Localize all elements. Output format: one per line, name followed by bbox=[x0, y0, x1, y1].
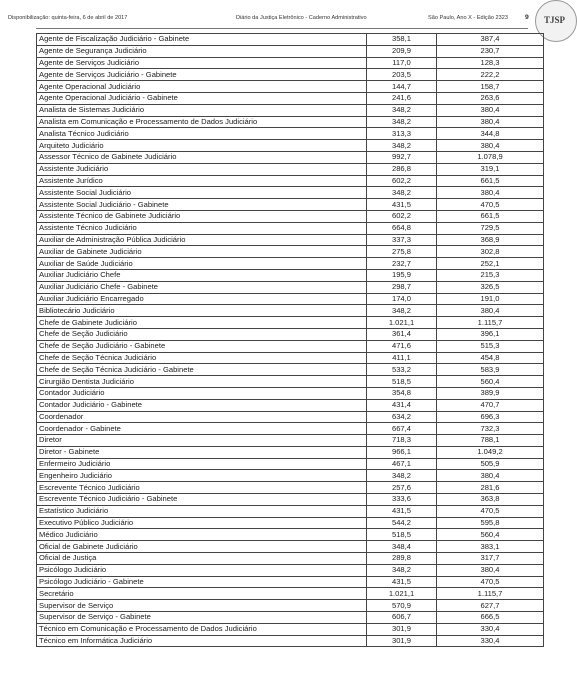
adjusted-value-cell: 1.049,2 bbox=[437, 446, 544, 458]
table-row bbox=[37, 116, 544, 128]
adjusted-value-cell: 470,7 bbox=[437, 399, 544, 411]
value-cell: 664,8 bbox=[367, 222, 437, 234]
value-cell: 275,8 bbox=[367, 246, 437, 258]
value-cell: 602,2 bbox=[367, 210, 437, 222]
table-row bbox=[37, 234, 544, 246]
position-title-cell: Coordenador bbox=[37, 411, 367, 423]
adjusted-value-cell: 560,4 bbox=[437, 376, 544, 388]
value-cell: 606,7 bbox=[367, 612, 437, 624]
table-row bbox=[37, 494, 544, 506]
position-title-cell: Secretário bbox=[37, 588, 367, 600]
value-cell: 1.021,1 bbox=[367, 317, 437, 329]
value-cell: 195,9 bbox=[367, 269, 437, 281]
value-cell: 117,0 bbox=[367, 57, 437, 69]
seal-text: TJSP bbox=[544, 15, 566, 25]
value-cell: 533,2 bbox=[367, 364, 437, 376]
adjusted-value-cell: 505,9 bbox=[437, 458, 544, 470]
table-row bbox=[37, 269, 544, 281]
table-row bbox=[37, 45, 544, 57]
position-title-cell: Auxiliar Judiciário Chefe bbox=[37, 269, 367, 281]
adjusted-value-cell: 560,4 bbox=[437, 529, 544, 541]
position-title-cell: Auxiliar Judiciário Encarregado bbox=[37, 293, 367, 305]
table-row bbox=[37, 411, 544, 423]
value-cell: 411,1 bbox=[367, 352, 437, 364]
position-title-cell: Chefe de Seção Técnica Judiciário bbox=[37, 352, 367, 364]
value-cell: 174,0 bbox=[367, 293, 437, 305]
adjusted-value-cell: 380,4 bbox=[437, 564, 544, 576]
table-row bbox=[37, 635, 544, 647]
table-row bbox=[37, 175, 544, 187]
value-cell: 337,3 bbox=[367, 234, 437, 246]
position-title-cell: Técnico em Comunicação e Processamento de Dados Judiciário bbox=[37, 623, 367, 635]
adjusted-value-cell: 302,8 bbox=[437, 246, 544, 258]
position-title-cell: Cirurgião Dentista Judiciário bbox=[37, 376, 367, 388]
position-title-cell: Engenheiro Judiciário bbox=[37, 470, 367, 482]
position-title-cell: Psicólogo Judiciário - Gabinete bbox=[37, 576, 367, 588]
adjusted-value-cell: 263,6 bbox=[437, 92, 544, 104]
adjusted-value-cell: 330,4 bbox=[437, 623, 544, 635]
position-title-cell: Agente de Serviços Judiciário - Gabinete bbox=[37, 69, 367, 81]
position-title-cell: Chefe de Seção Judiciário - Gabinete bbox=[37, 340, 367, 352]
value-cell: 144,7 bbox=[367, 81, 437, 93]
table-row bbox=[37, 163, 544, 175]
position-title-cell: Agente de Serviços Judiciário bbox=[37, 57, 367, 69]
adjusted-value-cell: 470,5 bbox=[437, 505, 544, 517]
position-title-cell: Coordenador - Gabinete bbox=[37, 423, 367, 435]
position-title-cell: Arquiteto Judiciário bbox=[37, 140, 367, 152]
value-cell: 361,4 bbox=[367, 328, 437, 340]
table-row bbox=[37, 470, 544, 482]
table-row bbox=[37, 69, 544, 81]
value-cell: 570,9 bbox=[367, 600, 437, 612]
adjusted-value-cell: 396,1 bbox=[437, 328, 544, 340]
publication-date: Disponibilização: quinta-feira, 6 de abril de 2017 bbox=[8, 15, 128, 21]
value-cell: 667,4 bbox=[367, 423, 437, 435]
table-row bbox=[37, 210, 544, 222]
table-row bbox=[37, 564, 544, 576]
adjusted-value-cell: 252,1 bbox=[437, 258, 544, 270]
table-row bbox=[37, 222, 544, 234]
table-body bbox=[37, 34, 544, 647]
table-row bbox=[37, 623, 544, 635]
position-title-cell: Auxiliar de Saúde Judiciário bbox=[37, 258, 367, 270]
table-row bbox=[37, 151, 544, 163]
table-row bbox=[37, 34, 544, 46]
table-row bbox=[37, 187, 544, 199]
header-divider bbox=[36, 28, 528, 29]
value-cell: 602,2 bbox=[367, 175, 437, 187]
position-title-cell: Assessor Técnico de Gabinete Judiciário bbox=[37, 151, 367, 163]
table-row bbox=[37, 128, 544, 140]
value-cell: 966,1 bbox=[367, 446, 437, 458]
table-row bbox=[37, 328, 544, 340]
position-title-cell: Auxiliar de Gabinete Judiciário bbox=[37, 246, 367, 258]
position-title-cell: Chefe de Gabinete Judiciário bbox=[37, 317, 367, 329]
table-row bbox=[37, 600, 544, 612]
position-title-cell: Assistente Social Judiciário - Gabinete bbox=[37, 199, 367, 211]
table-row bbox=[37, 553, 544, 565]
value-cell: 992,7 bbox=[367, 151, 437, 163]
adjusted-value-cell: 317,7 bbox=[437, 553, 544, 565]
table-row bbox=[37, 92, 544, 104]
position-title-cell: Escrevente Técnico Judiciário bbox=[37, 482, 367, 494]
value-cell: 354,8 bbox=[367, 387, 437, 399]
value-cell: 431,5 bbox=[367, 199, 437, 211]
value-cell: 518,5 bbox=[367, 376, 437, 388]
value-cell: 471,6 bbox=[367, 340, 437, 352]
value-cell: 348,2 bbox=[367, 564, 437, 576]
table-row bbox=[37, 104, 544, 116]
table-row bbox=[37, 140, 544, 152]
value-cell: 348,2 bbox=[367, 187, 437, 199]
table-row bbox=[37, 612, 544, 624]
position-title-cell: Auxiliar de Administração Pública Judiciário bbox=[37, 234, 367, 246]
adjusted-value-cell: 732,3 bbox=[437, 423, 544, 435]
adjusted-value-cell: 661,5 bbox=[437, 175, 544, 187]
adjusted-value-cell: 128,3 bbox=[437, 57, 544, 69]
value-cell: 232,7 bbox=[367, 258, 437, 270]
table-row bbox=[37, 352, 544, 364]
value-cell: 348,2 bbox=[367, 104, 437, 116]
adjusted-value-cell: 319,1 bbox=[437, 163, 544, 175]
adjusted-value-cell: 215,3 bbox=[437, 269, 544, 281]
value-cell: 634,2 bbox=[367, 411, 437, 423]
table-row bbox=[37, 317, 544, 329]
table-row bbox=[37, 423, 544, 435]
value-cell: 333,6 bbox=[367, 494, 437, 506]
adjusted-value-cell: 583,9 bbox=[437, 364, 544, 376]
position-title-cell: Diretor - Gabinete bbox=[37, 446, 367, 458]
position-title-cell: Bibliotecário Judiciário bbox=[37, 305, 367, 317]
table-row bbox=[37, 446, 544, 458]
table-row bbox=[37, 258, 544, 270]
adjusted-value-cell: 380,4 bbox=[437, 470, 544, 482]
adjusted-value-cell: 729,5 bbox=[437, 222, 544, 234]
adjusted-value-cell: 1.115,7 bbox=[437, 317, 544, 329]
table-row bbox=[37, 541, 544, 553]
value-cell: 518,5 bbox=[367, 529, 437, 541]
position-title-cell: Contador Judiciário - Gabinete bbox=[37, 399, 367, 411]
table-row bbox=[37, 281, 544, 293]
adjusted-value-cell: 470,5 bbox=[437, 199, 544, 211]
adjusted-value-cell: 191,0 bbox=[437, 293, 544, 305]
value-cell: 1.021,1 bbox=[367, 588, 437, 600]
page-header bbox=[8, 9, 530, 23]
value-cell: 301,9 bbox=[367, 635, 437, 647]
table-row bbox=[37, 246, 544, 258]
position-title-cell: Auxiliar Judiciário Chefe - Gabinete bbox=[37, 281, 367, 293]
adjusted-value-cell: 363,8 bbox=[437, 494, 544, 506]
value-cell: 467,1 bbox=[367, 458, 437, 470]
position-title-cell: Psicólogo Judiciário bbox=[37, 564, 367, 576]
table-row bbox=[37, 399, 544, 411]
table-row bbox=[37, 81, 544, 93]
position-title-cell: Supervisor de Serviço - Gabinete bbox=[37, 612, 367, 624]
value-cell: 431,5 bbox=[367, 576, 437, 588]
adjusted-value-cell: 454,8 bbox=[437, 352, 544, 364]
adjusted-value-cell: 696,3 bbox=[437, 411, 544, 423]
value-cell: 313,3 bbox=[367, 128, 437, 140]
value-cell: 431,4 bbox=[367, 399, 437, 411]
position-title-cell: Médico Judiciário bbox=[37, 529, 367, 541]
position-title-cell: Diretor bbox=[37, 435, 367, 447]
position-title-cell: Oficial de Gabinete Judiciário bbox=[37, 541, 367, 553]
position-title-cell: Assistente Técnico Judiciário bbox=[37, 222, 367, 234]
adjusted-value-cell: 595,8 bbox=[437, 517, 544, 529]
table-row bbox=[37, 588, 544, 600]
adjusted-value-cell: 661,5 bbox=[437, 210, 544, 222]
value-cell: 241,6 bbox=[367, 92, 437, 104]
value-cell: 286,8 bbox=[367, 163, 437, 175]
value-cell: 348,2 bbox=[367, 305, 437, 317]
table-row bbox=[37, 340, 544, 352]
position-title-cell: Assistente Jurídico bbox=[37, 175, 367, 187]
table-row bbox=[37, 529, 544, 541]
position-title-cell: Supervisor de Serviço bbox=[37, 600, 367, 612]
adjusted-value-cell: 158,7 bbox=[437, 81, 544, 93]
table-row bbox=[37, 376, 544, 388]
journal-title: Diário da Justiça Eletrônico - Caderno Administrativo bbox=[236, 15, 367, 21]
table-row bbox=[37, 576, 544, 588]
adjusted-value-cell: 387,4 bbox=[437, 34, 544, 46]
table-row bbox=[37, 482, 544, 494]
value-cell: 298,7 bbox=[367, 281, 437, 293]
adjusted-value-cell: 666,5 bbox=[437, 612, 544, 624]
value-cell: 358,1 bbox=[367, 34, 437, 46]
value-cell: 203,5 bbox=[367, 69, 437, 81]
table-row bbox=[37, 505, 544, 517]
position-title-cell: Escrevente Técnico Judiciário - Gabinete bbox=[37, 494, 367, 506]
value-cell: 348,4 bbox=[367, 541, 437, 553]
table-row bbox=[37, 458, 544, 470]
position-title-cell: Agente de Fiscalização Judiciário - Gabinete bbox=[37, 34, 367, 46]
table-row bbox=[37, 387, 544, 399]
position-title-cell: Assistente Técnico de Gabinete Judiciário bbox=[37, 210, 367, 222]
adjusted-value-cell: 344,8 bbox=[437, 128, 544, 140]
adjusted-value-cell: 1.115,7 bbox=[437, 588, 544, 600]
position-title-cell: Assistente Social Judiciário bbox=[37, 187, 367, 199]
value-cell: 544,2 bbox=[367, 517, 437, 529]
adjusted-value-cell: 380,4 bbox=[437, 305, 544, 317]
adjusted-value-cell: 383,1 bbox=[437, 541, 544, 553]
value-cell: 718,3 bbox=[367, 435, 437, 447]
position-title-cell: Executivo Público Judiciário bbox=[37, 517, 367, 529]
position-title-cell: Analista Técnico Judiciário bbox=[37, 128, 367, 140]
salary-table bbox=[36, 33, 544, 647]
adjusted-value-cell: 380,4 bbox=[437, 187, 544, 199]
adjusted-value-cell: 330,4 bbox=[437, 635, 544, 647]
position-title-cell: Contador Judiciário bbox=[37, 387, 367, 399]
adjusted-value-cell: 627,7 bbox=[437, 600, 544, 612]
adjusted-value-cell: 281,6 bbox=[437, 482, 544, 494]
value-cell: 209,9 bbox=[367, 45, 437, 57]
adjusted-value-cell: 1.078,9 bbox=[437, 151, 544, 163]
position-title-cell: Assistente Judiciário bbox=[37, 163, 367, 175]
position-title-cell: Agente Operacional Judiciário bbox=[37, 81, 367, 93]
position-title-cell: Enfermeiro Judiciário bbox=[37, 458, 367, 470]
adjusted-value-cell: 230,7 bbox=[437, 45, 544, 57]
table-row bbox=[37, 364, 544, 376]
adjusted-value-cell: 380,4 bbox=[437, 104, 544, 116]
position-title-cell: Analista de Sistemas Judiciário bbox=[37, 104, 367, 116]
position-title-cell: Técnico em Informática Judiciário bbox=[37, 635, 367, 647]
adjusted-value-cell: 515,3 bbox=[437, 340, 544, 352]
position-title-cell: Agente Operacional Judiciário - Gabinete bbox=[37, 92, 367, 104]
table-row bbox=[37, 435, 544, 447]
position-title-cell: Chefe de Seção Judiciário bbox=[37, 328, 367, 340]
position-title-cell: Chefe de Seção Técnica Judiciário - Gabinete bbox=[37, 364, 367, 376]
table-row bbox=[37, 57, 544, 69]
position-title-cell: Oficial de Justiça bbox=[37, 553, 367, 565]
page-number: 9 bbox=[525, 14, 529, 21]
position-title-cell: Analista em Comunicação e Processamento de Dados Judiciário bbox=[37, 116, 367, 128]
value-cell: 301,9 bbox=[367, 623, 437, 635]
value-cell: 431,5 bbox=[367, 505, 437, 517]
adjusted-value-cell: 788,1 bbox=[437, 435, 544, 447]
value-cell: 348,2 bbox=[367, 140, 437, 152]
table-row bbox=[37, 293, 544, 305]
value-cell: 257,6 bbox=[367, 482, 437, 494]
table-row bbox=[37, 199, 544, 211]
edition-info: São Paulo, Ano X - Edição 2323 bbox=[428, 15, 508, 21]
adjusted-value-cell: 368,9 bbox=[437, 234, 544, 246]
position-title-cell: Agente de Segurança Judiciário bbox=[37, 45, 367, 57]
table-row bbox=[37, 517, 544, 529]
table-row bbox=[37, 305, 544, 317]
adjusted-value-cell: 326,5 bbox=[437, 281, 544, 293]
adjusted-value-cell: 222,2 bbox=[437, 69, 544, 81]
adjusted-value-cell: 380,4 bbox=[437, 140, 544, 152]
adjusted-value-cell: 389,9 bbox=[437, 387, 544, 399]
value-cell: 348,2 bbox=[367, 470, 437, 482]
value-cell: 289,8 bbox=[367, 553, 437, 565]
adjusted-value-cell: 470,5 bbox=[437, 576, 544, 588]
adjusted-value-cell: 380,4 bbox=[437, 116, 544, 128]
value-cell: 348,2 bbox=[367, 116, 437, 128]
position-title-cell: Estatístico Judiciário bbox=[37, 505, 367, 517]
